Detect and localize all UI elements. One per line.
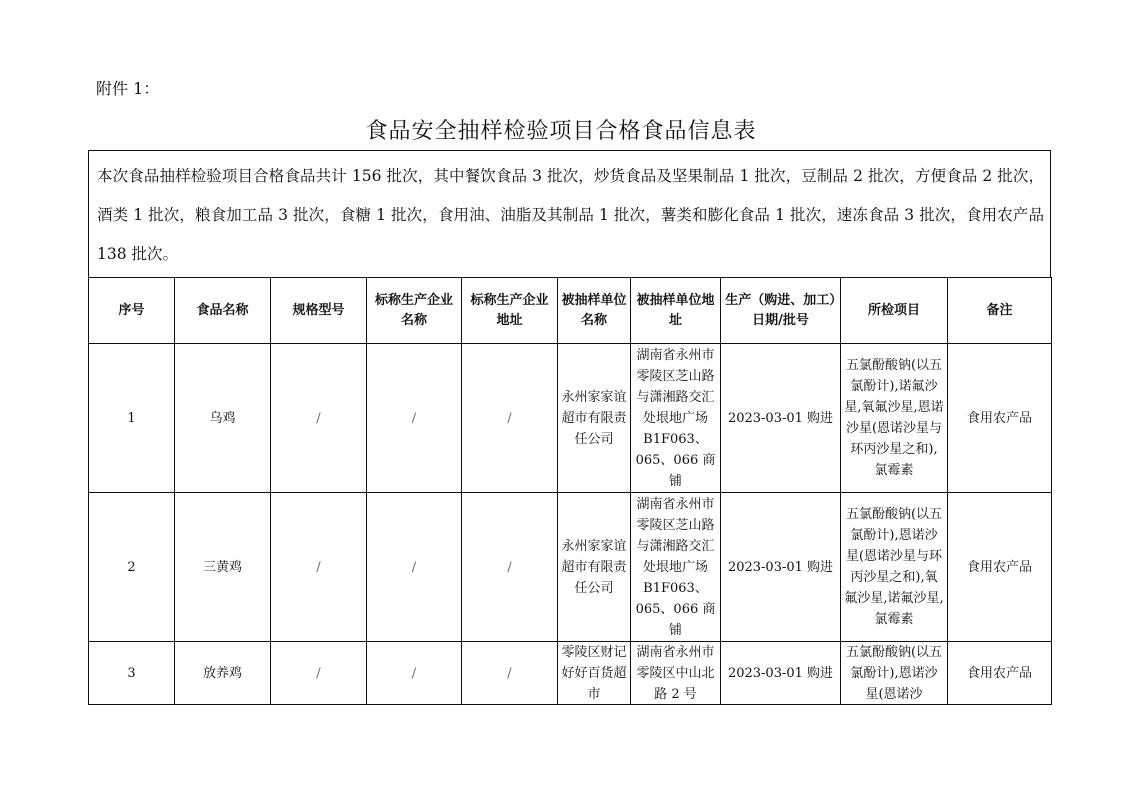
cell-mfr-addr: / bbox=[462, 344, 558, 493]
cell-items bbox=[841, 642, 948, 705]
qualified-food-table bbox=[88, 277, 1052, 705]
table-row bbox=[89, 344, 1052, 493]
header-date: 生产（购进、加工）日期/批号 bbox=[721, 278, 841, 344]
header-mfr-addr: 标称生产企业地址 bbox=[462, 278, 558, 344]
cell-mfr-addr: / bbox=[462, 493, 558, 642]
document-title: 食品安全抽样检验项目合格食品信息表 bbox=[365, 119, 757, 144]
cell-spec: / bbox=[271, 344, 367, 493]
table-row bbox=[89, 642, 1052, 705]
table-row bbox=[89, 493, 1052, 642]
header-remark: 备注 bbox=[948, 278, 1052, 344]
cell-food-name: 三黄鸡 bbox=[175, 493, 271, 642]
cell-sampled-name: 永州家家谊超市有限责任公司 bbox=[558, 344, 631, 493]
table-header-row bbox=[89, 278, 1052, 344]
cell-remark: 食用农产品 bbox=[948, 493, 1052, 642]
header-spec: 规格型号 bbox=[271, 278, 367, 344]
cell-sampled-name-text: 零陵区财记好好百货超市 bbox=[561, 645, 627, 702]
cell-sampled-name bbox=[558, 642, 631, 705]
attachment-label: 附件 1： bbox=[96, 79, 160, 98]
cell-sampled-addr: 湖南省永州市零陵区芝山路与潇湘路交汇处垠地广场 B1F063、065、066 商铺 bbox=[631, 344, 721, 493]
cell-food-name: 乌鸡 bbox=[175, 344, 271, 493]
cell-spec: / bbox=[271, 493, 367, 642]
cell-seq: 1 bbox=[89, 344, 175, 493]
cell-items: 五氯酚酸钠(以五氯酚计),恩诺沙星(恩诺沙星与环丙沙星之和),氧氟沙星,诺氟沙星,氯霉素 bbox=[841, 493, 948, 642]
cell-mfr-name: / bbox=[367, 642, 462, 705]
cell-date: 2023-03-01 购进 bbox=[721, 493, 841, 642]
header-food-name: 食品名称 bbox=[175, 278, 271, 344]
cell-mfr-name: / bbox=[367, 344, 462, 493]
header-seq: 序号 bbox=[89, 278, 175, 344]
cell-items-text: 五氯酚酸钠(以五氯酚计),恩诺沙星(恩诺沙 bbox=[845, 645, 943, 702]
cell-sampled-addr: 湖南省永州市零陵区芝山路与潇湘路交汇处垠地广场 B1F063、065、066 商铺 bbox=[631, 493, 721, 642]
header-items: 所检项目 bbox=[841, 278, 948, 344]
cell-mfr-addr: / bbox=[462, 642, 558, 705]
cell-sampled-addr-text: 湖南省永州市零陵区中山北路 2 号 bbox=[636, 645, 715, 702]
cell-remark: 食用农产品 bbox=[948, 642, 1052, 705]
cell-seq: 2 bbox=[89, 493, 175, 642]
header-mfr-name: 标称生产企业名称 bbox=[367, 278, 462, 344]
cell-seq: 3 bbox=[89, 642, 175, 705]
cell-date: 2023-03-01 购进 bbox=[721, 642, 841, 705]
cell-sampled-addr bbox=[631, 642, 721, 705]
cell-sampled-name: 永州家家谊超市有限责任公司 bbox=[558, 493, 631, 642]
cell-remark: 食用农产品 bbox=[948, 344, 1052, 493]
header-sampled-name: 被抽样单位名称 bbox=[558, 278, 631, 344]
cell-spec: / bbox=[271, 642, 367, 705]
cell-food-name: 放养鸡 bbox=[175, 642, 271, 705]
header-sampled-addr: 被抽样单位地址 bbox=[631, 278, 721, 344]
cell-mfr-name: / bbox=[367, 493, 462, 642]
cell-items: 五氯酚酸钠(以五氯酚计),诺氟沙星,氧氟沙星,恩诺沙星(恩诺沙星与环丙沙星之和),氯霉素 bbox=[841, 344, 948, 493]
cell-date: 2023-03-01 购进 bbox=[721, 344, 841, 493]
summary-paragraph: 本次食品抽样检验项目合格食品共计 156 批次，其中餐饮食品 3 批次，炒货食品及坚果制品 1 批次，豆制品 2 批次，方便食品 2 批次，酒类 1 批次，粮食加工品 3 批次，食糖 1 批次，食用油、油脂及其制品 1 批次，薯类和膨化食品 1 批次，速冻食品 3 批次，食用农产品 138 批次。 bbox=[88, 150, 1051, 277]
